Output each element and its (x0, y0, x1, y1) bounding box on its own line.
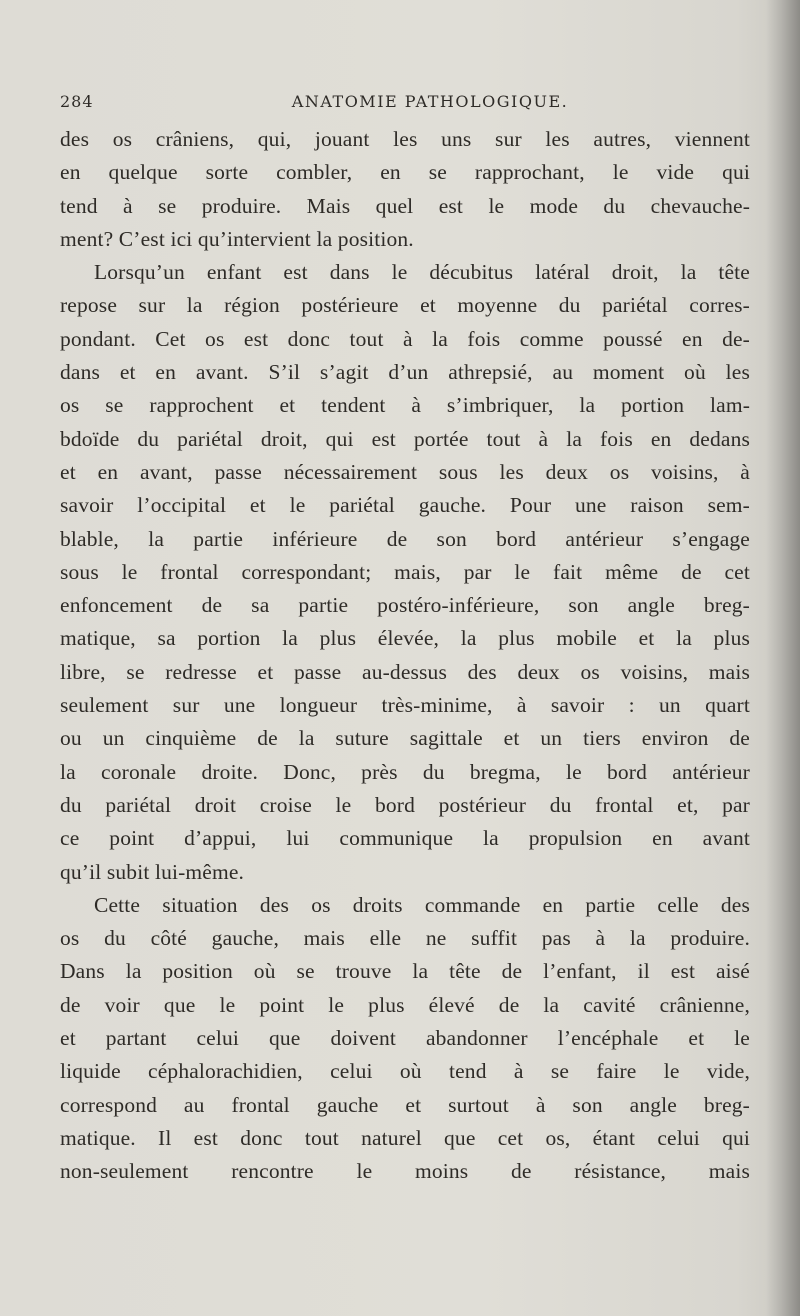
text-line: non-seulement rencontre le moins de résistance, mais (60, 1159, 750, 1184)
text-line: Lorsqu’un enfant est dans le décubitus latéral droit, la tête (94, 260, 750, 285)
text-line: ce point d’appui, lui communique la propulsion en avant (60, 826, 750, 851)
text-line: de voir que le point le plus élevé de la cavité crânienne, (60, 992, 750, 1017)
text-line: dans et en avant. S’il s’agit d’un athrepsié, au moment où les (60, 360, 750, 385)
text-line: os du côté gauche, mais elle ne suffit pas à la produire. (60, 926, 750, 951)
text-line: matique. Il est donc tout naturel que cet os, étant celui qui (60, 1125, 750, 1150)
text-line: blable, la partie inférieure de son bord antérieur s’engage (60, 526, 750, 551)
text-line: ou un cinquième de la suture sagittale et un tiers environ de (60, 726, 750, 751)
text-line: pondant. Cet os est donc tout à la fois comme poussé en de- (60, 326, 750, 351)
text-line: et en avant, passe nécessairement sous les deux os voisins, à (60, 459, 750, 484)
text-line: liquide céphalorachidien, celui où tend à se faire le vide, (60, 1059, 750, 1084)
text-line: des os crâniens, qui, jouant les uns sur les autres, viennent (60, 127, 750, 151)
text-line: seulement sur une longueur très-minime, à savoir : un quart (60, 693, 750, 718)
text-line: bdoïde du pariétal droit, qui est portée tout à la fois en dedans (60, 426, 750, 451)
text-line: du pariétal droit croise le bord postérieur du frontal et, par (60, 792, 750, 817)
page-header (60, 92, 750, 116)
text-line: tend à se produire. Mais quel est le mode du chevauche- (60, 193, 750, 218)
text-line: Cette situation des os droits commande en partie celle des (94, 892, 750, 917)
text-line: libre, se redresse et passe au-dessus des deux os voisins, mais (60, 659, 750, 684)
text-line: os se rapprochent et tendent à s’imbriquer, la portion lam- (60, 393, 750, 418)
page-edge-shadow (766, 0, 800, 1316)
text-line: correspond au frontal gauche et surtout à son angle breg- (60, 1092, 750, 1117)
text-line: et partant celui que doivent abandonner l’encéphale et le (60, 1026, 750, 1051)
text-line: enfoncement de sa partie postéro-inférieure, son angle breg- (60, 593, 750, 618)
page-number: 284 (60, 92, 94, 111)
text-line: matique, sa portion la plus élevée, la plus mobile et la plus (60, 626, 750, 651)
text-line: repose sur la région postérieure et moyenne du pariétal corres- (60, 293, 750, 318)
text-line: la coronale droite. Donc, près du bregma, le bord antérieur (60, 759, 750, 784)
running-head: ANATOMIE PATHOLOGIQUE. (291, 92, 569, 111)
text-line: savoir l’occipital et le pariétal gauche. Pour une raison sem- (60, 493, 750, 518)
text-line: qu’il subit lui-même. (60, 859, 245, 884)
text-line: sous le frontal correspondant; mais, par le fait même de cet (60, 559, 750, 584)
text-line: en quelque sorte combler, en se rapprochant, le vide qui (60, 160, 750, 185)
text-line: Dans la position où se trouve la tête de l’enfant, il est aisé (60, 959, 750, 984)
text-line: ment? C’est ici qu’intervient la position. (60, 226, 414, 251)
body-text (60, 123, 750, 1189)
